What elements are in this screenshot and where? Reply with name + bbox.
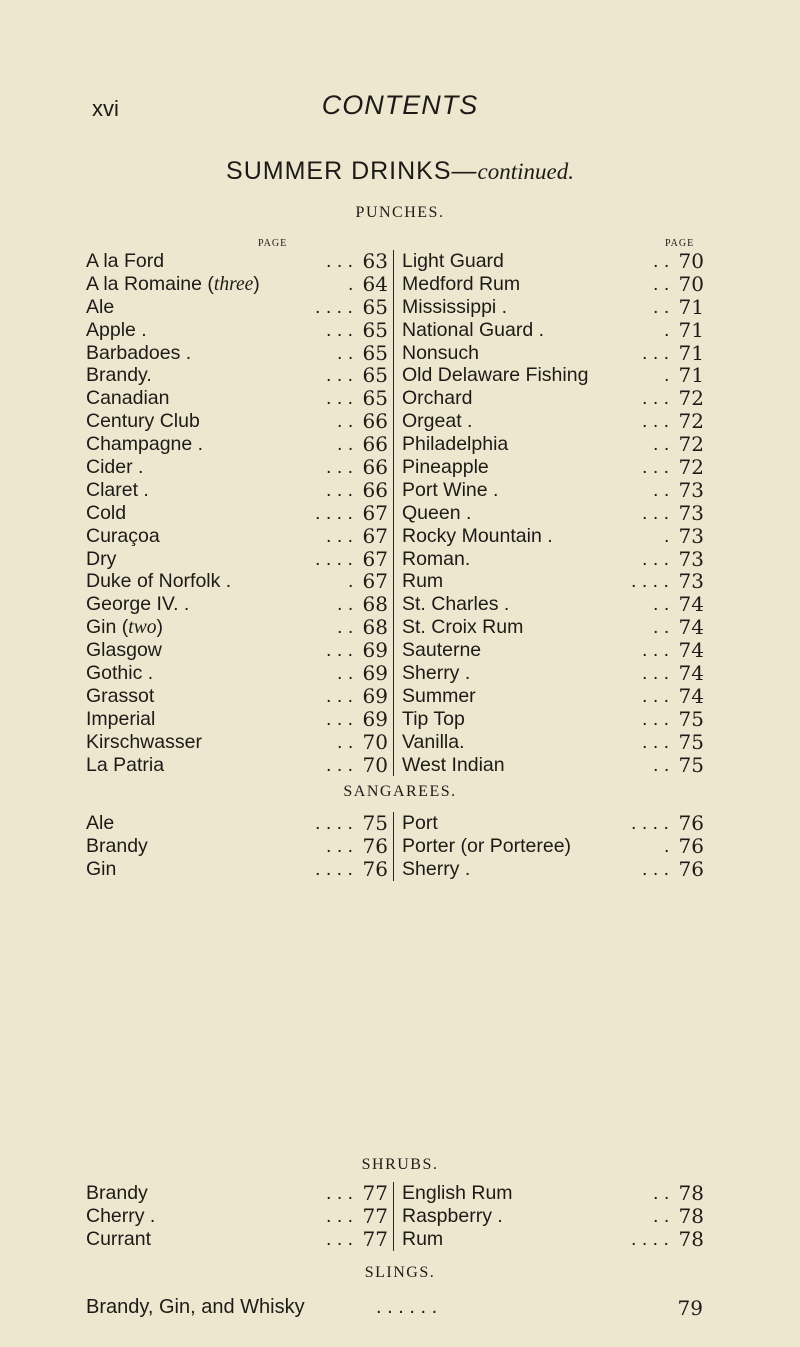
- entry-page: 74: [678, 638, 704, 663]
- index-entry: [86, 1205, 388, 1228]
- punches-left-column: [86, 250, 388, 776]
- punches-right-column: [393, 250, 704, 776]
- leader-dots: . . . .: [315, 295, 353, 318]
- index-entry: [86, 1228, 388, 1251]
- index-entry: [394, 754, 704, 777]
- entry-page: 63: [362, 249, 388, 273]
- leader-dots: . . .: [326, 387, 354, 410]
- entry-name: Apple .: [86, 318, 147, 341]
- index-entry: [86, 754, 388, 777]
- index-entry: [394, 342, 704, 365]
- entry-name: Glasgow: [86, 639, 162, 662]
- index-entry: [394, 364, 704, 387]
- leader-dots: . .: [337, 593, 354, 616]
- index-entry: [86, 662, 388, 685]
- leader-dots: . . .: [326, 250, 354, 272]
- leader-dots: . . . .: [631, 570, 669, 593]
- entry-name: Brandy: [86, 834, 148, 857]
- index-entry: [394, 835, 704, 858]
- entry-page: 65: [362, 294, 388, 319]
- entry-name: Sherry .: [402, 857, 471, 880]
- index-entry: [86, 525, 388, 548]
- entry-page: 69: [362, 706, 388, 731]
- entry-page: 74: [678, 615, 704, 640]
- entry-page: 66: [362, 432, 388, 457]
- entry-name: Gothic .: [86, 662, 154, 685]
- leader-dots: . . . .: [631, 812, 669, 834]
- page-number: xvi: [92, 96, 119, 121]
- index-entry: [394, 319, 704, 342]
- running-head: [0, 90, 800, 130]
- entry-page: 71: [678, 363, 704, 388]
- leader-dots: . .: [337, 662, 354, 685]
- entry-page: 69: [362, 638, 388, 663]
- leader-dots: . .: [653, 250, 670, 272]
- leader-dots: . . .: [326, 524, 354, 547]
- entry-name: Champagne .: [86, 433, 204, 456]
- index-entry: [86, 858, 388, 881]
- leader-dots: . . . .: [631, 1227, 669, 1250]
- entry-name: Nonsuch: [402, 341, 479, 364]
- index-entry: [86, 548, 388, 571]
- index-entry: [394, 433, 704, 456]
- entry-name: Roman.: [402, 547, 471, 570]
- entry-page: 79: [677, 1296, 703, 1320]
- entry-page: 64: [362, 271, 388, 296]
- leader-dots: . . .: [642, 501, 670, 524]
- entry-page: 73: [678, 569, 704, 594]
- entry-name: National Guard .: [402, 318, 544, 341]
- entry-page: 71: [678, 340, 704, 365]
- index-entry: [86, 639, 388, 662]
- index-entry: [86, 616, 388, 639]
- leader-dots: . . .: [642, 662, 670, 685]
- leader-dots: . . .: [326, 478, 354, 501]
- entry-name: St. Croix Rum: [402, 616, 524, 639]
- entry-name: St. Charles .: [402, 593, 510, 616]
- slings-entry: [86, 1296, 703, 1326]
- entry-page: 71: [678, 317, 704, 342]
- index-entry: [394, 525, 704, 548]
- leader-dots: . . .: [642, 857, 670, 880]
- index-entry: [86, 731, 388, 754]
- entry-page: 67: [362, 500, 388, 525]
- index-entry: [86, 250, 388, 273]
- leader-dots: . .: [653, 1182, 670, 1204]
- entry-page: 65: [362, 386, 388, 411]
- leader-dots: . .: [337, 433, 354, 456]
- shrubs-right-column: [393, 1182, 704, 1251]
- section-heading-slings: SLINGS.: [364, 1264, 436, 1281]
- entry-name: Gin: [86, 857, 117, 880]
- leader-dots: . .: [653, 272, 670, 295]
- entry-name: Gin (two): [86, 616, 163, 639]
- leader-dots: . . .: [642, 387, 670, 410]
- leader-dots: .: [664, 524, 670, 547]
- entry-page: 78: [678, 1226, 704, 1251]
- entry-name: Port: [402, 812, 438, 834]
- entry-page: 67: [362, 523, 388, 548]
- index-entry: [86, 296, 388, 319]
- leader-dots: . .: [337, 730, 354, 753]
- entry-page: 75: [678, 752, 704, 777]
- index-entry: [394, 456, 704, 479]
- entry-page: 67: [362, 546, 388, 571]
- entry-name: Barbadoes .: [86, 341, 192, 364]
- entry-page: 73: [678, 546, 704, 571]
- entry-name: Rocky Mountain .: [402, 524, 553, 547]
- shrubs-left-column: [86, 1182, 388, 1251]
- entry-name: Mississippi .: [402, 295, 508, 318]
- entry-page: 69: [362, 661, 388, 686]
- entry-name: Claret .: [86, 478, 149, 501]
- entry-page: 75: [362, 811, 388, 835]
- leader-dots: . . .: [642, 547, 670, 570]
- leader-dots: . .: [337, 616, 354, 639]
- leader-dots: . . .: [326, 456, 354, 479]
- page-column-label-right: PAGE: [665, 238, 695, 249]
- index-entry: [394, 731, 704, 754]
- entry-page: 72: [678, 386, 704, 411]
- entry-name: Grassot: [86, 684, 155, 707]
- leader-dots: .: [348, 272, 354, 295]
- leader-dots: . .: [653, 616, 670, 639]
- entry-page: 76: [362, 856, 388, 881]
- leader-dots: . . .: [326, 1182, 354, 1204]
- entry-page: 70: [362, 729, 388, 754]
- index-entry: [86, 479, 388, 502]
- leader-dots: .: [664, 364, 670, 387]
- entry-name: Duke of Norfolk .: [86, 570, 232, 593]
- entry-page: 72: [678, 455, 704, 480]
- section-heading-sangarees: SANGAREES.: [343, 783, 457, 800]
- entry-page: 78: [678, 1203, 704, 1228]
- entry-page: 69: [362, 683, 388, 708]
- entry-name: Raspberry .: [402, 1204, 503, 1227]
- entry-page: 65: [362, 340, 388, 365]
- leader-dots: . . .: [326, 1204, 354, 1227]
- leader-dots: . . . .: [315, 857, 353, 880]
- page-column-label-left: PAGE: [258, 238, 288, 249]
- entry-page: 72: [678, 432, 704, 457]
- entry-page: 76: [678, 811, 704, 835]
- index-entry: [86, 570, 388, 593]
- index-entry: [86, 708, 388, 731]
- leader-dots: . . . .: [315, 501, 353, 524]
- leader-dots: . .: [653, 433, 670, 456]
- entry-page: 65: [362, 317, 388, 342]
- leader-dots: . .: [653, 1204, 670, 1227]
- entry-name: Dry: [86, 547, 117, 570]
- entry-page: 75: [678, 706, 704, 731]
- entry-name: Cold: [86, 501, 127, 524]
- entry-name: Medford Rum: [402, 272, 521, 295]
- leader-dots: . . . .: [315, 547, 353, 570]
- leader-dots: . . . . . .: [376, 1296, 438, 1318]
- index-entry: [86, 410, 388, 433]
- index-entry: [86, 342, 388, 365]
- index-entry: [394, 1205, 704, 1228]
- leader-dots: .: [348, 570, 354, 593]
- entry-name: Brandy, Gin, and Whisky: [86, 1296, 305, 1318]
- index-entry: [86, 387, 388, 410]
- entry-name: Brandy: [86, 1182, 148, 1204]
- entry-name: A la Ford: [86, 250, 165, 272]
- leader-dots: . . .: [642, 684, 670, 707]
- index-entry: [394, 570, 704, 593]
- leader-dots: . . .: [326, 684, 354, 707]
- entry-page: 68: [362, 615, 388, 640]
- index-entry: [394, 685, 704, 708]
- entry-name: Orchard: [402, 387, 473, 410]
- index-entry: [394, 1182, 704, 1205]
- index-entry: [86, 319, 388, 342]
- index-entry: [394, 296, 704, 319]
- index-entry: [86, 835, 388, 858]
- leader-dots: . . .: [642, 730, 670, 753]
- leader-dots: .: [664, 318, 670, 341]
- index-entry: [394, 858, 704, 881]
- entry-page: 71: [678, 294, 704, 319]
- leader-dots: . . .: [326, 639, 354, 662]
- entry-name: Cherry .: [86, 1204, 156, 1227]
- leader-dots: . . .: [326, 1227, 354, 1250]
- leader-dots: . . .: [642, 456, 670, 479]
- entry-name: English Rum: [402, 1182, 513, 1204]
- leader-dots: . . .: [642, 707, 670, 730]
- entry-page: 70: [362, 752, 388, 777]
- index-entry: [86, 433, 388, 456]
- entry-name: Kirschwasser: [86, 730, 202, 753]
- entry-page: 75: [678, 729, 704, 754]
- entry-name: Imperial: [86, 707, 156, 730]
- index-entry: [394, 410, 704, 433]
- leader-dots: . . .: [642, 341, 670, 364]
- entry-name: Vanilla.: [402, 730, 465, 753]
- index-entry: [86, 273, 388, 296]
- entry-page: 72: [678, 409, 704, 434]
- entry-name: A la Romaine (three): [86, 272, 260, 295]
- index-entry: [86, 502, 388, 525]
- entry-page: 74: [678, 683, 704, 708]
- entry-name: Canadian: [86, 387, 170, 410]
- continued-label: continued.: [477, 159, 574, 184]
- main-title-text: SUMMER DRINKS—: [226, 157, 478, 185]
- index-entry: [394, 273, 704, 296]
- index-entry: [394, 250, 704, 273]
- index-entry: [394, 593, 704, 616]
- leader-dots: . . .: [326, 753, 354, 776]
- index-entry: [394, 548, 704, 571]
- index-entry: [394, 708, 704, 731]
- index-entry: [394, 616, 704, 639]
- entry-name: Tip Top: [402, 707, 465, 730]
- leader-dots: . . .: [326, 834, 354, 857]
- leader-dots: . . .: [326, 318, 354, 341]
- entry-name: Queen .: [402, 501, 472, 524]
- index-entry: [394, 812, 704, 835]
- index-entry: [394, 479, 704, 502]
- main-title: [0, 157, 800, 186]
- running-title: CONTENTS: [321, 90, 479, 120]
- sangarees-left-column: [86, 812, 388, 881]
- entry-page: 73: [678, 477, 704, 502]
- section-heading-shrubs: SHRUBS.: [361, 1156, 439, 1173]
- entry-name: Porter (or Porteree): [402, 834, 572, 857]
- entry-name: Curaçoa: [86, 524, 160, 547]
- entry-name: Old Delaware Fishing: [402, 364, 589, 387]
- entry-name: Philadelphia: [402, 433, 509, 456]
- entry-page: 74: [678, 661, 704, 686]
- entry-name: Rum: [402, 1227, 444, 1250]
- entry-name: Currant: [86, 1227, 152, 1250]
- leader-dots: . .: [653, 593, 670, 616]
- index-entry: [86, 364, 388, 387]
- entry-name: La Patria: [86, 753, 165, 776]
- entry-name: Sherry .: [402, 662, 471, 685]
- entry-name: Port Wine .: [402, 478, 499, 501]
- index-entry: [394, 1228, 704, 1251]
- leader-dots: . .: [653, 478, 670, 501]
- entry-page: 66: [362, 409, 388, 434]
- index-entry: [394, 387, 704, 410]
- leader-dots: . .: [337, 341, 354, 364]
- leader-dots: . .: [653, 753, 670, 776]
- index-entry: [394, 502, 704, 525]
- entry-page: 76: [362, 833, 388, 858]
- entry-page: 68: [362, 592, 388, 617]
- entry-page: 67: [362, 569, 388, 594]
- section-heading-punches: PUNCHES.: [355, 204, 445, 221]
- sangarees-right-column: [393, 812, 704, 881]
- leader-dots: .: [664, 834, 670, 857]
- index-entry: [394, 639, 704, 662]
- index-entry: [86, 593, 388, 616]
- entry-page: 78: [678, 1181, 704, 1205]
- entry-page: 73: [678, 523, 704, 548]
- entry-page: 76: [678, 856, 704, 881]
- leader-dots: . .: [653, 295, 670, 318]
- index-entry: [394, 662, 704, 685]
- index-entry: [86, 1182, 388, 1205]
- entry-page: 74: [678, 592, 704, 617]
- leader-dots: . .: [337, 410, 354, 433]
- index-entry: [86, 456, 388, 479]
- entry-name: Cider .: [86, 456, 144, 479]
- entry-page: 70: [678, 271, 704, 296]
- entry-name: Orgeat .: [402, 410, 473, 433]
- leader-dots: . . .: [642, 410, 670, 433]
- leader-dots: . . .: [326, 707, 354, 730]
- entry-page: 66: [362, 477, 388, 502]
- entry-name: Sauterne: [402, 639, 482, 662]
- entry-page: 77: [362, 1203, 388, 1228]
- index-entry: [86, 685, 388, 708]
- entry-name: Century Club: [86, 410, 200, 433]
- entry-page: 70: [678, 249, 704, 273]
- entry-name: George IV. .: [86, 593, 190, 616]
- entry-page: 77: [362, 1226, 388, 1251]
- entry-name: Pineapple: [402, 456, 489, 479]
- entry-name: Light Guard: [402, 250, 504, 272]
- entry-name: Rum: [402, 570, 444, 593]
- entry-page: 76: [678, 833, 704, 858]
- entry-page: 65: [362, 363, 388, 388]
- entry-page: 73: [678, 500, 704, 525]
- entry-page: 77: [362, 1181, 388, 1205]
- leader-dots: . . . .: [315, 812, 353, 834]
- entry-name: Summer: [402, 684, 476, 707]
- entry-name: Ale: [86, 295, 115, 318]
- entry-name: Brandy.: [86, 364, 152, 387]
- entry-name: West Indian: [402, 753, 505, 776]
- entry-page: 66: [362, 455, 388, 480]
- leader-dots: . . .: [642, 639, 670, 662]
- leader-dots: . . .: [326, 364, 354, 387]
- entry-name: Ale: [86, 812, 115, 834]
- index-entry: [86, 812, 388, 835]
